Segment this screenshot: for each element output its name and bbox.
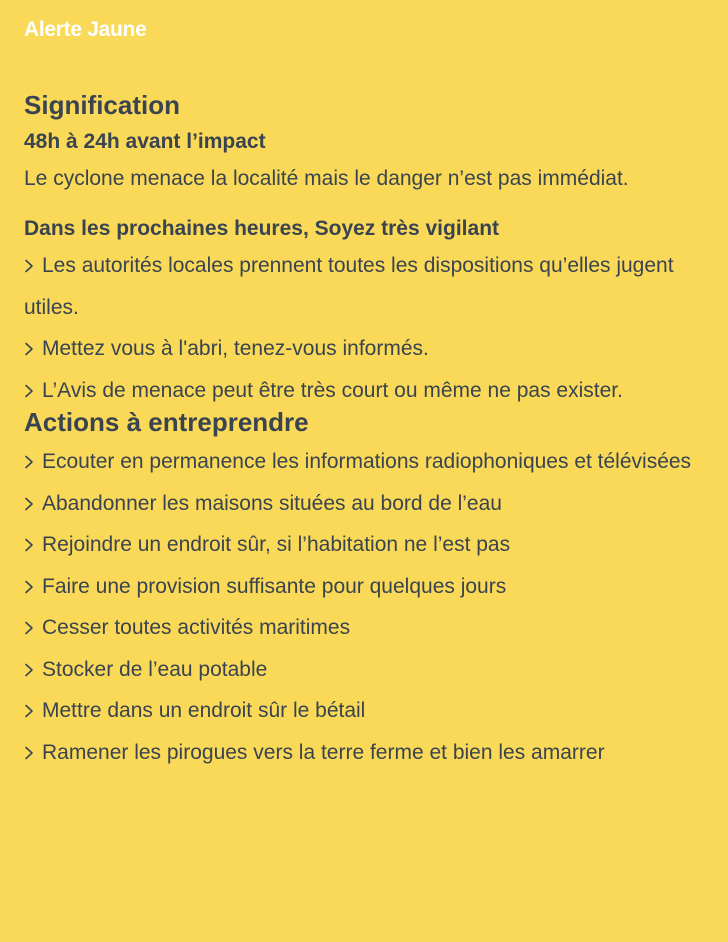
vigilance-heading: Dans les prochaines heures, Soyez très vigilant <box>24 217 500 240</box>
chevron-right-icon <box>24 245 42 287</box>
chevron-right-icon <box>24 441 42 483</box>
action-item-text: Cesser toutes activités maritimes <box>42 616 351 639</box>
action-item-text: Ramener les pirogues vers la terre ferme et bien les amarrer <box>42 740 605 764</box>
action-item-text: Rejoindre un endroit sûr, si l’habitation ne l’est pas <box>42 533 511 556</box>
signification-heading: Signification <box>24 90 180 120</box>
action-item <box>24 483 708 525</box>
vigilance-list <box>24 245 708 411</box>
action-item-text: Mettre dans un endroit sûr le bétail <box>42 699 366 722</box>
action-item-text: Abandonner les maisons situées au bord de l’eau <box>42 491 502 515</box>
chevron-right-icon <box>24 524 42 566</box>
action-item <box>24 441 708 483</box>
chevron-right-icon <box>24 732 42 774</box>
vigilance-item <box>24 245 708 328</box>
signification-description: Le cyclone menace la localité mais le danger n’est pas immédiat. <box>24 167 629 190</box>
vigilance-item-text: Les autorités locales prennent toutes les dispositions qu’elles jugent utiles. <box>24 254 674 319</box>
signification-subtitle: 48h à 24h avant l’impact <box>24 130 266 153</box>
vigilance-section <box>24 215 708 411</box>
action-item-text: Faire une provision suffisante pour quelques jours <box>42 574 507 598</box>
action-item <box>24 566 708 608</box>
action-item <box>24 732 708 774</box>
signification-section <box>24 88 708 199</box>
chevron-right-icon <box>24 690 42 732</box>
chevron-right-icon <box>24 566 42 608</box>
alert-title: Alerte Jaune <box>24 18 147 41</box>
vigilance-item-text: Mettez vous à l'abri, tenez-vous informés. <box>42 337 429 360</box>
actions-section <box>24 405 708 773</box>
chevron-right-icon <box>24 607 42 649</box>
chevron-right-icon <box>24 483 42 525</box>
action-item-text: Ecouter en permanence les informations radiophoniques et télévisées <box>42 450 692 473</box>
vigilance-item <box>24 328 708 370</box>
action-item-text: Stocker de l’eau potable <box>42 657 268 681</box>
action-item <box>24 690 708 732</box>
action-item <box>24 607 708 649</box>
chevron-right-icon <box>24 328 42 370</box>
actions-list <box>24 441 708 773</box>
vigilance-item-text: L’Avis de menace peut être très court ou même ne pas exister. <box>42 378 623 402</box>
action-item <box>24 649 708 691</box>
alert-content <box>24 88 708 773</box>
chevron-right-icon <box>24 649 42 691</box>
actions-heading: Actions à entreprendre <box>24 407 309 437</box>
action-item <box>24 524 708 566</box>
